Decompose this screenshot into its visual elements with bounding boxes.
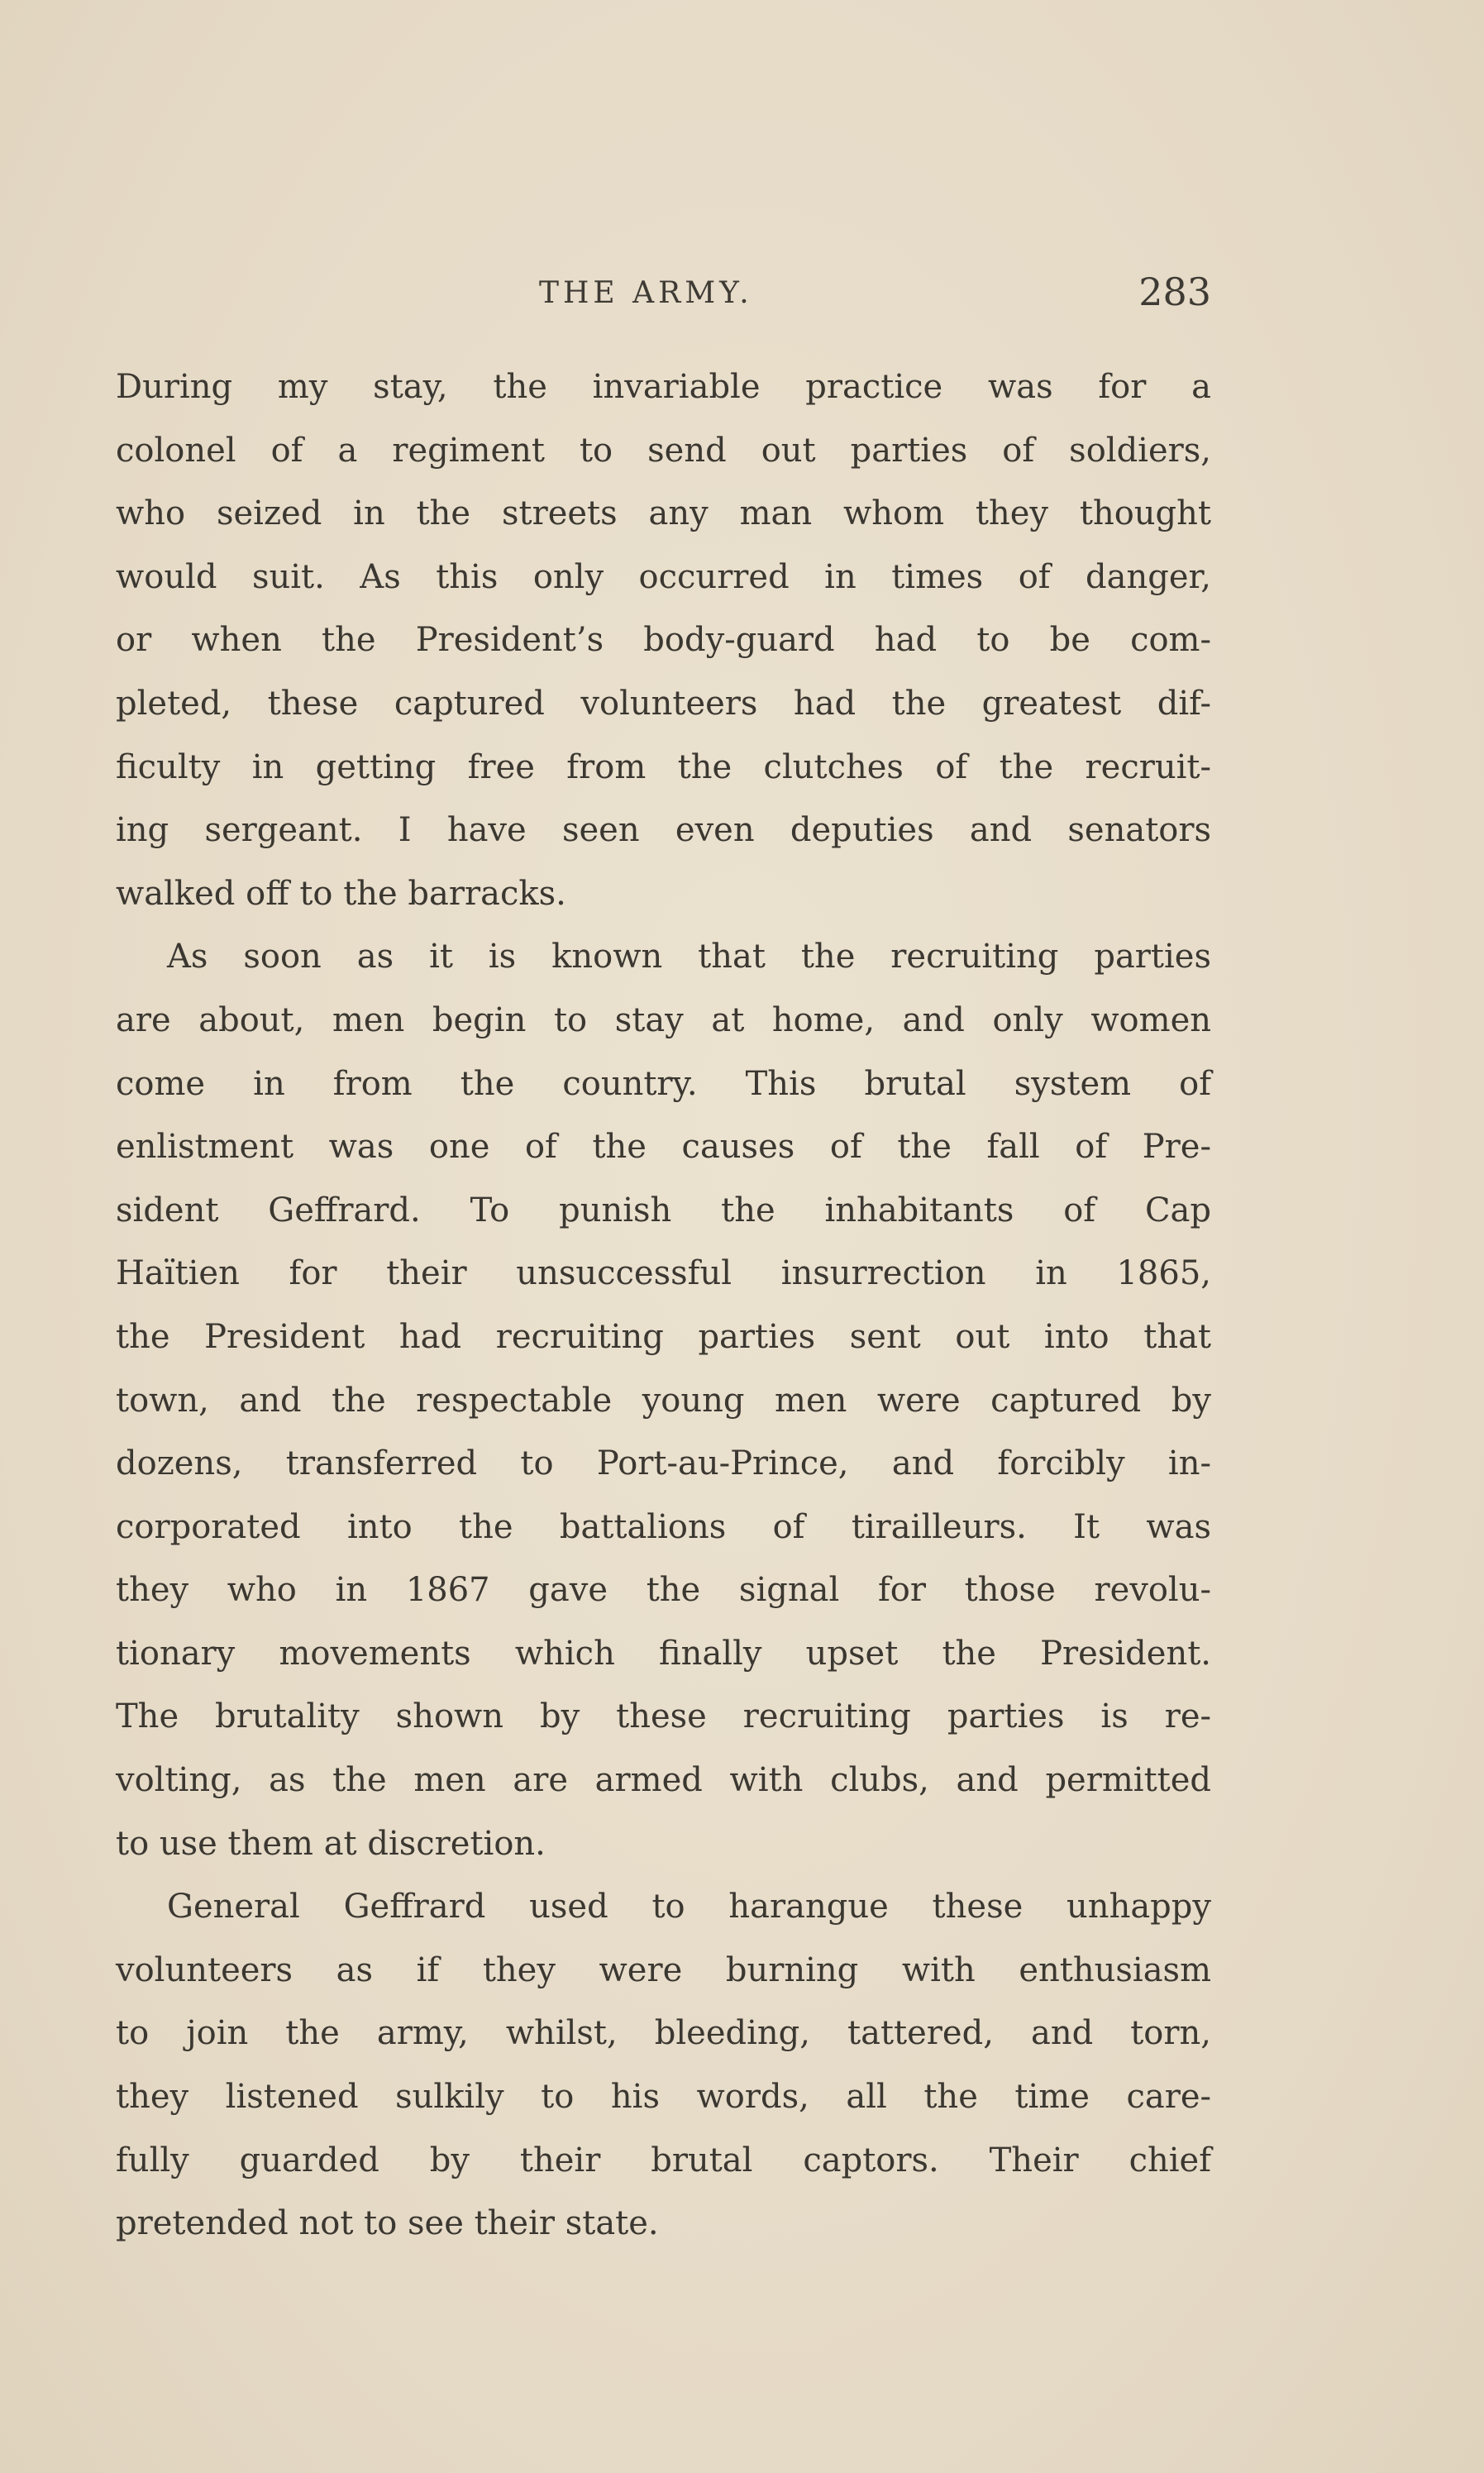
text-line: pretended not to see their state. bbox=[116, 2204, 659, 2243]
text-line: they listened sulkily to his words, all the time care- bbox=[116, 2078, 1211, 2117]
page-number: 283 bbox=[1138, 270, 1211, 314]
text-line: to join the army, whilst, bleeding, tattered, and torn, bbox=[116, 2014, 1211, 2053]
text-line: ficulty in getting free from the clutches of the recruit- bbox=[116, 747, 1211, 786]
text-line: volunteers as if they were burning with enthusiasm bbox=[116, 1950, 1211, 1989]
text-line: fully guarded by their brutal captors. Their chief bbox=[116, 2141, 1211, 2179]
text-line: Haïtien for their unsuccessful insurrection in 1865, bbox=[116, 1254, 1211, 1293]
text-line: During my stay, the invariable practice was for a bbox=[116, 368, 1211, 406]
text-line: dozens, transferred to Port-au-Prince, and forcibly in- bbox=[116, 1444, 1211, 1483]
text-line: The brutality shown by these recruiting parties is re- bbox=[116, 1697, 1211, 1736]
text-line: corporated into the battalions of tirailleurs. It was bbox=[116, 1507, 1211, 1546]
text-line: come in from the country. This brutal system of bbox=[116, 1064, 1211, 1103]
text-line: would suit. As this only occurred in times of danger, bbox=[116, 557, 1211, 596]
text-line: town, and the respectable young men were captured by bbox=[116, 1381, 1211, 1420]
running-head: THE ARMY. bbox=[539, 276, 753, 310]
text-line: pleted, these captured volunteers had the greatest dif- bbox=[116, 684, 1211, 723]
text-line: volting, as the men are armed with clubs, and permitted bbox=[116, 1761, 1211, 1800]
text-line: ing sergeant. I have seen even deputies and senators bbox=[116, 811, 1211, 850]
text-line: General Geffrard used to harangue these unhappy bbox=[167, 1888, 1211, 1926]
text-line: As soon as it is known that the recruiting parties bbox=[167, 938, 1211, 976]
page-header bbox=[116, 270, 1211, 327]
text-line: enlistment was one of the causes of the fall of Pre- bbox=[116, 1128, 1211, 1167]
text-line: or when the President’s body-guard had to be com- bbox=[116, 621, 1211, 660]
text-line: to use them at discretion. bbox=[116, 1824, 546, 1863]
text-line: who seized in the streets any man whom they thought bbox=[116, 494, 1211, 533]
text-line: they who in 1867 gave the signal for those revolu- bbox=[116, 1571, 1211, 1610]
text-line: are about, men begin to stay at home, and only women bbox=[116, 1000, 1211, 1039]
text-line: tionary movements which finally upset the President. bbox=[116, 1634, 1211, 1673]
text-line: sident Geffrard. To punish the inhabitants of Cap bbox=[116, 1191, 1211, 1229]
text-line: the President had recruiting parties sent out into that bbox=[116, 1317, 1211, 1356]
text-line: colonel of a regiment to send out parties of soldiers, bbox=[116, 431, 1211, 470]
body-text bbox=[116, 356, 1211, 2256]
text-line: walked off to the barracks. bbox=[116, 874, 566, 913]
